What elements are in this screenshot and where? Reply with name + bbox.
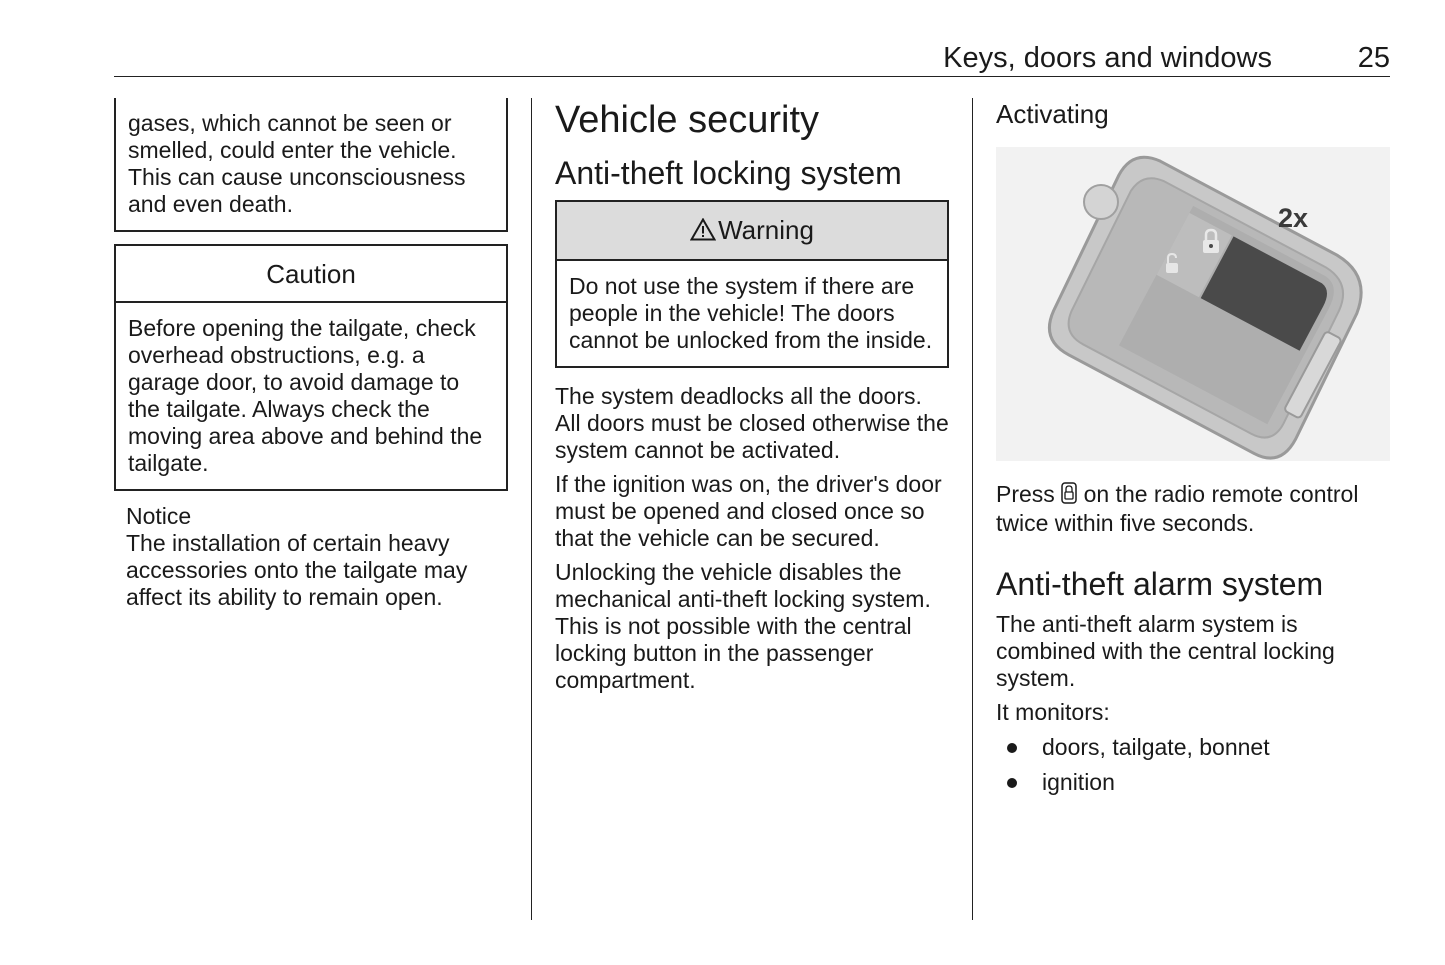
notice-block [114,503,508,611]
caution-box [114,244,508,491]
warning-heading: Warning [718,215,814,245]
page-number: 25 [1357,42,1390,74]
continued-warning-box [114,98,508,232]
bullet-dot-icon [1007,743,1017,753]
caution-text: Before opening the tailgate, check overhead obstructions, e.g. a garage door, to avoid damage to the tailgate. Always check the moving area above and behind the tailgate. [128,315,483,476]
warning-text: Do not use the system if there are people in the vehicle! The doors cannot be unlocked from the inside. [569,273,933,353]
monitors-intro: It monitors: [996,699,1110,725]
warning-triangle-icon [690,217,716,247]
warning-header [557,202,947,261]
remote-key-icon [996,147,1390,461]
list-item: ignition [996,769,1390,796]
activating-heading: Activating [996,99,1109,129]
column-right [996,98,1390,796]
continued-warning-text: gases, which cannot be seen or smelled, could enter the vehicle. This can cause unconsciousness and even death. [128,110,466,217]
column-middle [555,98,950,694]
paragraph-ignition: If the ignition was on, the driver's door must be opened and closed once so that the vehicle can be secured. [555,471,942,551]
press-before: Press [996,481,1055,507]
paragraph-unlocking: Unlocking the vehicle disables the mechanical anti-theft locking system. This is not possible with the central locking button in the passenger compartment. [555,559,931,693]
list-item: doors, tailgate, bonnet [996,734,1390,761]
page-header [114,40,1390,77]
press-after: on the radio remote control twice within five seconds. [996,481,1359,536]
column-divider-1 [531,98,532,920]
lock-button-icon [1061,482,1077,510]
caution-heading: Caution [116,246,506,303]
alarm-text: The anti-theft alarm system is combined with the central locking system. [996,611,1335,691]
column-left [114,98,508,611]
press-instruction [996,481,1390,537]
notice-text: The installation of certain heavy accessories onto the tailgate may affect its ability to remain open. [126,530,468,610]
alarm-title: Anti-theft alarm system [996,566,1324,602]
paragraph-deadlocks: The system deadlocks all the doors. All doors must be closed otherwise the system cannot be activated. [555,383,949,463]
press-count-label: 2x [1278,203,1309,233]
column-divider-2 [972,98,973,920]
subsection-title: Anti-theft locking system [555,155,902,191]
notice-heading: Notice [126,503,192,529]
chapter-title: Keys, doors and windows [943,42,1272,74]
warning-box [555,200,949,368]
bullet-dot-icon [1007,778,1017,788]
section-title: Vehicle security [555,99,820,141]
remote-key-illustration [996,147,1390,461]
